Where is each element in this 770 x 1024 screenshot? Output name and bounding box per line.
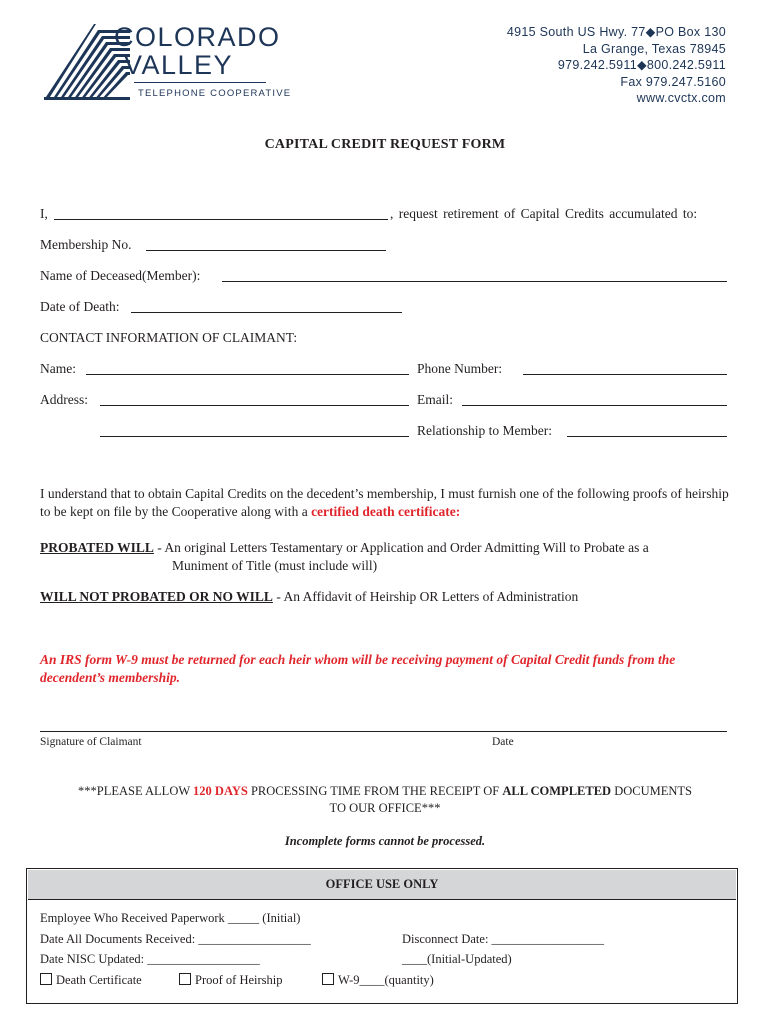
logo-divider <box>134 82 266 83</box>
processing-time-notice <box>0 783 770 817</box>
checkbox-icon[interactable] <box>322 973 334 985</box>
proof-of-heirship-checkbox[interactable] <box>179 973 283 988</box>
probated-will-text-2: Muniment of Title (must include will) <box>172 558 378 573</box>
form-title: CAPITAL CREDIT REQUEST FORM <box>264 137 506 152</box>
certified-death-certificate-text: certified death certificate: <box>311 504 461 519</box>
not-probated-title: WILL NOT PROBATED OR NO WILL <box>40 589 273 604</box>
membership-number-field[interactable] <box>146 250 386 251</box>
disconnect-date-field[interactable]: Disconnect Date: __________________ <box>402 932 605 946</box>
address-field[interactable] <box>100 405 409 406</box>
initial-updated-field[interactable]: ____(Initial-Updated) <box>402 952 512 966</box>
allow-days: 120 DAYS <box>193 784 248 798</box>
email-label: Email: <box>417 392 453 407</box>
date-label: Date <box>492 736 514 748</box>
address-line: 979.242.5911◆800.242.5911 <box>557 58 726 73</box>
checkbox-icon[interactable] <box>40 973 52 985</box>
w9-quantity-label: W-9____(quantity) <box>338 973 434 987</box>
heirship-text: I understand that to obtain Capital Credits on the decedent’s membership, I must furnish one of the following proofs of heirship to be kept on file by the Cooperative along with a <box>40 486 729 519</box>
proof-of-heirship-label: Proof of Heirship <box>195 973 283 987</box>
probated-will-line <box>40 540 649 556</box>
company-address <box>507 24 726 107</box>
deceased-name-field[interactable] <box>222 281 727 282</box>
logo-subtitle: TELEPHONE COOPERATIVE <box>138 88 292 99</box>
logo-wordmark-colorado: COLORADO <box>114 22 281 52</box>
address-line: 4915 South US Hwy. 77◆PO Box 130 <box>506 25 726 39</box>
death-certificate-label: Death Certificate <box>56 973 142 987</box>
name-field[interactable] <box>86 374 409 375</box>
checkbox-icon[interactable] <box>179 973 191 985</box>
not-probated-text: - An Affidavit of Heirship OR Letters of Administration <box>272 589 579 604</box>
phone-field[interactable] <box>523 374 727 375</box>
address-line2-field[interactable] <box>100 436 409 437</box>
not-probated-line <box>40 589 578 605</box>
contact-heading: CONTACT INFORMATION OF CLAIMANT: <box>40 330 298 345</box>
employee-initial-field[interactable]: Employee Who Received Paperwork _____ (Initial) <box>40 911 301 925</box>
intro-prefix: I, <box>40 206 48 221</box>
date-of-death-field[interactable] <box>131 312 402 313</box>
allow-bold: ALL COMPLETED <box>502 784 612 798</box>
death-certificate-checkbox[interactable] <box>40 973 142 988</box>
allow-mid: PROCESSING TIME FROM THE RECEIPT OF <box>247 784 503 798</box>
phone-label: Phone Number: <box>417 361 503 376</box>
deceased-label: Name of Deceased(Member): <box>40 268 201 283</box>
allow-suffix: DOCUMENTS <box>611 784 692 798</box>
irs-w9-notice: An IRS form W-9 must be returned for each heir whom will be receiving payment of Capital Credit funds from the decendent’s membership. <box>40 652 676 685</box>
processing-line-2: TO OUR OFFICE*** <box>329 801 441 815</box>
address-line: Fax 979.247.5160 <box>620 74 726 89</box>
processing-line-1 <box>0 783 770 800</box>
membership-label: Membership No. <box>40 237 132 252</box>
address-label: Address: <box>40 392 88 407</box>
all-documents-received-field[interactable]: Date All Documents Received: __________________ <box>40 932 311 946</box>
name-label: Name: <box>40 361 76 376</box>
nisc-updated-field[interactable]: Date NISC Updated: __________________ <box>40 952 260 966</box>
claimant-name-field[interactable] <box>54 219 388 220</box>
address-line: www.cvctx.com <box>636 91 726 106</box>
address-line: La Grange, Texas 78945 <box>582 41 726 56</box>
logo-wordmark-valley: VALLEY <box>124 50 234 80</box>
incomplete-forms-note: Incomplete forms cannot be processed. <box>284 834 486 848</box>
w9-quantity-checkbox[interactable] <box>322 973 434 988</box>
date-of-death-label: Date of Death: <box>40 299 120 314</box>
allow-prefix: ***PLEASE ALLOW <box>78 784 194 798</box>
relationship-field[interactable] <box>567 436 727 437</box>
heirship-paragraph <box>40 485 730 521</box>
office-use-heading: OFFICE USE ONLY <box>28 870 736 900</box>
signature-label: Signature of Claimant <box>40 736 142 748</box>
probated-will-title: PROBATED WILL <box>40 540 154 555</box>
intro-suffix: , request retirement of Capital Credits accumulated to: <box>390 206 698 221</box>
email-field[interactable] <box>462 405 727 406</box>
relationship-label: Relationship to Member: <box>417 423 552 438</box>
signature-field[interactable] <box>40 731 727 732</box>
probated-will-text: - An original Letters Testamentary or Application and Order Admitting Will to Probate as a <box>153 540 649 555</box>
